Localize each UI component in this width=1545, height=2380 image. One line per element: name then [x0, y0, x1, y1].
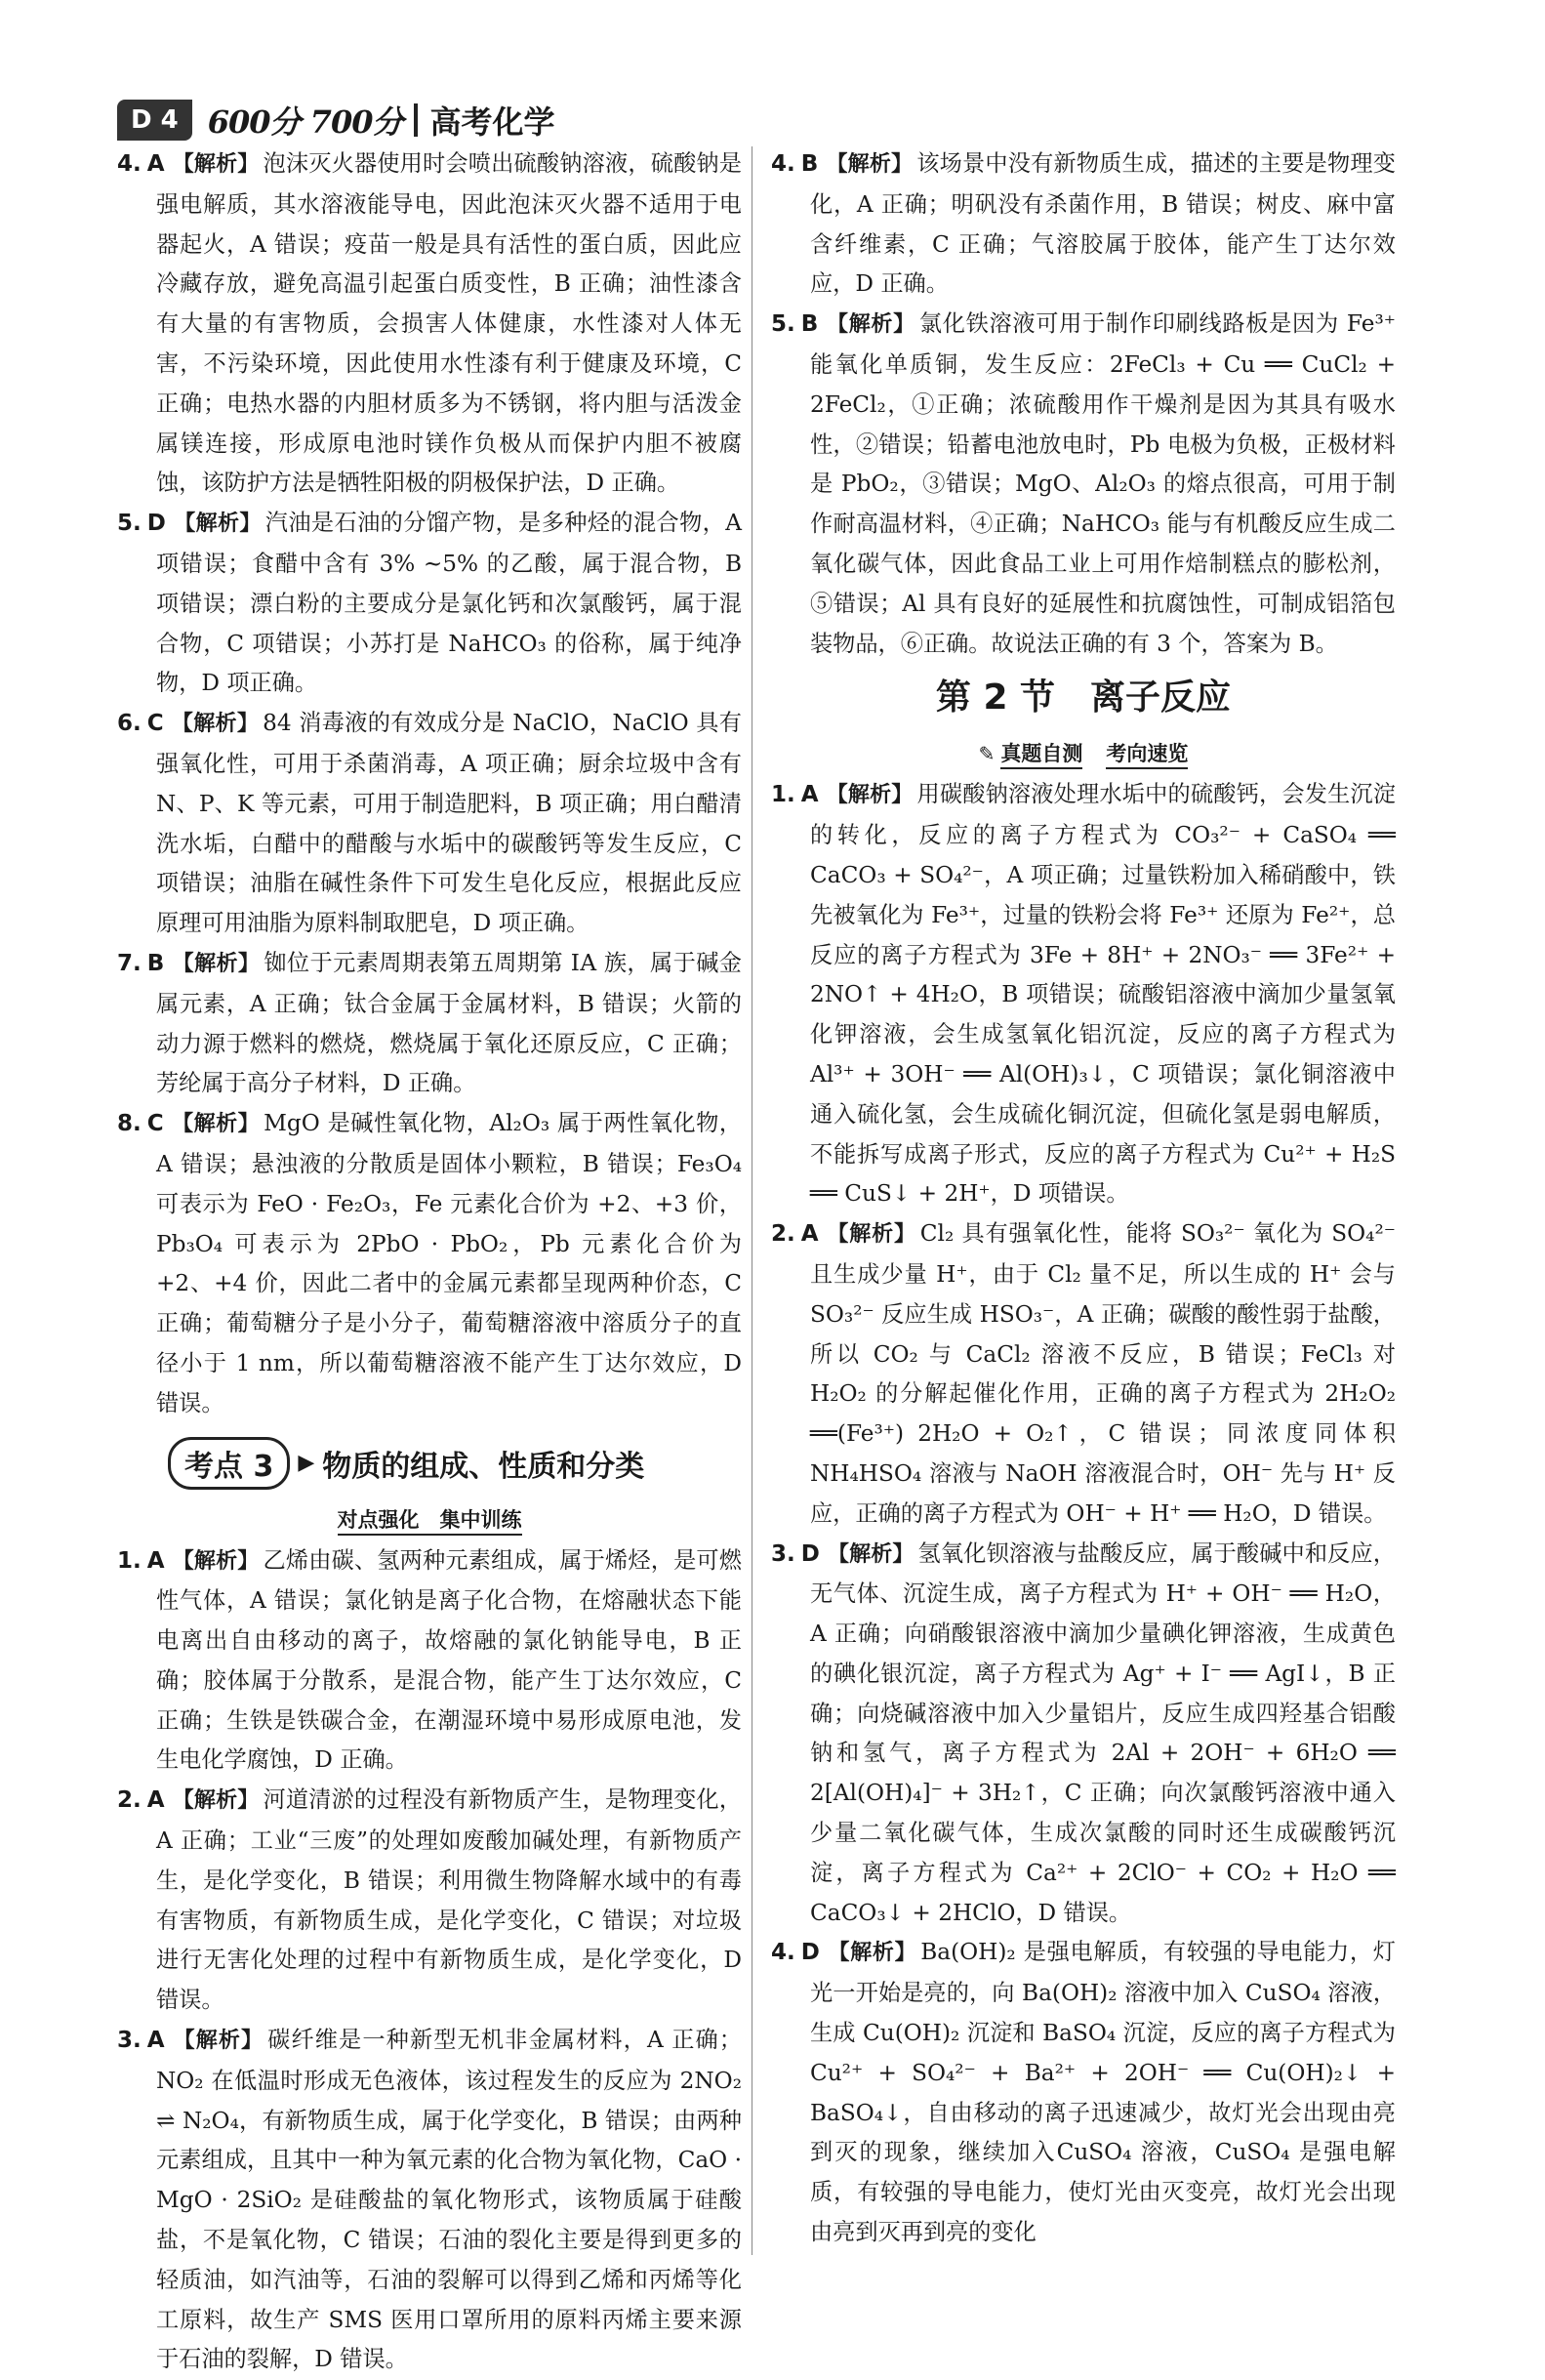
book-title: 高考化学 [429, 98, 554, 143]
item-tag: 【解析】 [172, 952, 260, 976]
item-number: 4. [117, 151, 142, 177]
item-tag: 【解析】 [174, 512, 262, 536]
item-tag: 【解析】 [172, 1112, 260, 1136]
item-text: 84 消毒液的有效成分是 NaClO，NaClO 具有强氧化性，可用于杀菌消毒，A 项正确；厨余垃圾中含有 N、P、K 等元素，可用于制造肥料，B 项正确；用白醋清洗水垢，白醋中的醋酸与水垢中的碳酸钙等发生反应，C 项错误；油脂在碱性条件下可发生皂化反应，根据此反应原理可用油脂为原料制取肥皂，D 项正确。 [156, 710, 742, 936]
item-answer: A [801, 1221, 819, 1247]
item-number: 3. [117, 2028, 142, 2053]
section-number: 第 2 节 [936, 677, 1055, 718]
item-tag: 【解析】 [827, 1222, 916, 1247]
item-text: 河道清淤的过程没有新物质产生，是物理变化，A 正确；工业“三废”的处理如废酸加碱处理，有新物质产生，是化学变化，B 错误；利用微生物降解水域中的有毒有害物质，有新物质生成，是化学变化，C 错误；对垃圾进行无害化处理的过程中有新物质生成，是化学变化，D 错误。 [156, 1786, 742, 2013]
item-number: 6. [117, 711, 142, 736]
item-answer: A [147, 2028, 165, 2053]
exam-subheading [771, 732, 1396, 775]
item-text: Cl₂ 具有强氧化性，能将 SO₃²⁻ 氧化为 SO₄²⁻ 且生成少量 H⁺，由于 Cl₂ 量不足，所以生成的 H⁺ 会与 SO₃²⁻ 反应生成 HSO₃⁻，A 正确；碳酸的酸性弱于盐酸，所以 CO₂ 与 CaCl₂ 溶液不反应，B 错误；FeCl₃ 对 H₂O₂ 的分解起催化作用，正确的离子方程式为 2H₂O₂ ══(Fe³⁺) 2H₂O + O₂↑，C 错误；同浓度同体积 NH₄HSO₄ 溶液与 NaOH 溶液混合时，OH⁻ 先与 H⁺ 反应，正确的离子方程式为 OH⁻ + H⁺ ══ H₂O，D 错误。 [810, 1220, 1396, 1527]
item-answer: A [801, 782, 819, 807]
answer-item [771, 775, 1396, 1214]
item-number: 4. [771, 151, 795, 177]
item-tag: 【解析】 [828, 1542, 915, 1567]
answer-item [771, 144, 1396, 305]
answer-list-a [117, 144, 742, 1424]
item-text: 铷位于元素周期表第五周期第 ⅠA 族，属于碱金属元素，A 正确；钛合金属于金属材料，B 错误；火箭的动力源于燃料的燃烧，燃烧属于氧化还原反应，C 正确；芳纶属于高分子材料，D 正确。 [156, 950, 742, 1096]
answer-item [117, 1781, 742, 2021]
item-number: 5. [771, 311, 795, 337]
answer-item [117, 944, 742, 1104]
item-text: 氯化铁溶液可用于制作印刷线路板是因为 Fe³⁺ 能氧化单质铜，发生反应：2FeCl₃ + Cu ══ CuCl₂ + 2FeCl₂，①正确；浓硫酸用作干燥剂是因为其具有吸水性，②错误；铅蓄电池放电时，Pb 电极为负极，正极材料是 PbO₂，③错误；MgO、Al₂O₃ 的熔点很高，可用于制作耐高温材料，④正确；NaHCO₃ 能与有机酸反应生成二氧化碳气体，因此食品工业上可用作焙制糕点的膨松剂，⑤错误；Al 具有良好的延展性和抗腐蚀性，可制成铝箔包装物品，⑥正确。故说法正确的有 3 个，答案为 B。 [810, 310, 1396, 656]
item-text: 碳纤维是一种新型无机非金属材料，A 正确；NO₂ 在低温时形成无色液体，该过程发生的反应为 2NO₂ ⇌ N₂O₄，有新物质生成，属于化学变化，B 错误；由两种元素组成，且其中一种为氧元素的化合物为氧化物，CaO · MgO · 2SiO₂ 是硅酸盐的氧化物形式，该物质属于硅酸盐，不是氧化物，C 错误；石油的裂化主要是得到更多的轻质油，如汽油等，石油的裂解可以得到乙烯和丙烯等化工原料，故生产 SMS 医用口罩所用的原料丙烯主要来源于石油的裂解，D 错误。 [156, 2027, 742, 2372]
item-answer: A [147, 1787, 165, 1813]
answer-item [117, 504, 742, 704]
item-number: 2. [117, 1787, 142, 1813]
item-answer: D [801, 1940, 820, 1965]
answer-item [117, 2021, 742, 2380]
item-text: 氢氧化钡溶液与盐酸反应，属于酸碱中和反应，无气体、沉淀生成，离子方程式为 H⁺ + OH⁻ ══ H₂O，A 正确；向硝酸银溶液中滴加少量碘化钾溶液，生成黄色的碘化银沉淀，离子方程式为 Ag⁺ + I⁻ ══ AgI↓，B 正确；向烧碱溶液中加入少量铝片，反应生成四羟基合铝酸钠和氢气，离子方程式为 2Al + 2OH⁻ + 6H₂O ══ 2[Al(OH)₄]⁻ + 3H₂↑，C 正确；向次氯酸钙溶液中通入少量二氧化碳气体，生成次氯酸的同时还生成碳酸钙沉淀，离子方程式为 Ca²⁺ + 2ClO⁻ + CO₂ + H₂O ══ CaCO₃↓ + 2HClO，D 错误。 [810, 1540, 1396, 1926]
topic-title: 物质的组成、性质和分类 [322, 1442, 644, 1485]
item-text: Ba(OH)₂ 是强电解质，有较强的导电能力，灯光一开始是亮的，向 Ba(OH)₂ 溶液中加入 CuSO₄ 溶液，生成 Cu(OH)₂ 沉淀和 BaSO₄ 沉淀，反应的离子方程式为 Cu²⁺ + SO₄²⁻ + Ba²⁺ + 2OH⁻ ══ Cu(OH)₂↓ + BaSO₄↓，自由移动的离子迅速减少，故灯光会出现由亮到灭的现象，继续加入CuSO₄ 溶液，CuSO₄ 是强电解质，有较强的导电能力，使灯光由灭变亮，故灯光会出现由亮到灭再到亮的变化 [810, 1939, 1396, 2245]
item-text: 汽油是石油的分馏产物，是多种烃的混合物，A 项错误；食醋中含有 3% ~5% 的乙酸，属于混合物，B 项错误；漂白粉的主要成分是氯化钙和次氯酸钙，属于混合物，C 项错误；小苏打是 NaHCO₃ 的俗称，属于纯净物，D 项正确。 [156, 510, 742, 696]
item-tag: 【解析】 [826, 312, 915, 337]
answer-item [117, 1104, 742, 1423]
item-answer: A [147, 1548, 165, 1574]
page-header [117, 96, 555, 144]
triangle-icon: ▶ [298, 1451, 314, 1475]
item-answer: C [147, 711, 164, 736]
section-title [771, 664, 1396, 732]
item-text: 泡沫灭火器使用时会喷出硫酸钠溶液，硫酸钠是强电解质，其水溶液能导电，因此泡沫灭火器不适用于电器起火，A 错误；疫苗一般是具有活性的蛋白质，因此应冷藏存放，避免高温引起蛋白质变性，B 正确；油性漆含有大量的有害物质，会损害人体健康，水性漆对人体无害，不污染环境，因此使用水性漆有利于健康及环境，C 正确；电热水器的内胆材质多为不锈钢，将内胆与活泼金属镁连接，形成原电池时镁作负极从而保护内胆不被腐蚀，该防护方法是牺牲阳极的阴极保护法，D 正确。 [156, 150, 742, 496]
item-number: 1. [771, 782, 795, 807]
answer-item [771, 1535, 1396, 1934]
item-answer: A [147, 151, 165, 177]
answer-item [117, 1541, 742, 1782]
training-subheading [117, 1500, 742, 1539]
item-number: 5. [117, 511, 142, 536]
item-tag: 【解析】 [828, 1941, 916, 1965]
item-tag: 【解析】 [826, 152, 913, 177]
item-answer: B [147, 951, 165, 976]
answer-list-d [771, 775, 1396, 2252]
right-column [771, 144, 1396, 2253]
item-number: 7. [117, 951, 142, 976]
item-tag: 【解析】 [172, 712, 259, 736]
section-name: 离子反应 [1090, 677, 1231, 718]
item-tag: 【解析】 [173, 1788, 260, 1813]
answer-item [771, 1214, 1396, 1534]
item-tag: 【解析】 [173, 152, 260, 177]
answer-item [117, 144, 742, 504]
answer-item [771, 1933, 1396, 2252]
header-divider [414, 103, 418, 137]
left-column [117, 144, 742, 2380]
item-text: MgO 是碱性氧化物，Al₂O₃ 属于两性氧化物，A 错误；悬浊液的分散质是固体小颗粒，B 错误；Fe₃O₄ 可表示为 FeO · Fe₂O₃，Fe 元素化合价为 +2、+3 价，Pb₃O₄ 可表示为 2PbO · PbO₂，Pb 元素化合价为 +2、+4 价，因此二者中的金属元素都呈现两种价态，C 正确；葡萄糖分子是小分子，葡萄糖溶液中溶质分子的直径小于 1 nm，所以葡萄糖溶液不能产生丁达尔效应，D 错误。 [156, 1110, 742, 1416]
pen-icon: ✎ [979, 742, 996, 765]
item-answer: B [801, 311, 819, 337]
answer-list-b [117, 1541, 742, 2380]
topic-badge: 考点 3 [168, 1437, 290, 1490]
item-number: 2. [771, 1221, 795, 1247]
item-answer: D [801, 1541, 820, 1567]
item-answer: C [147, 1111, 164, 1136]
answer-item [771, 305, 1396, 664]
answer-item [117, 704, 742, 944]
item-tag: 【解析】 [173, 2029, 264, 2053]
topic-heading [168, 1430, 742, 1497]
item-text: 乙烯由碳、氢两种元素组成，属于烯烃，是可燃性气体，A 错误；氯化钠是离子化合物，在熔融状态下能电离出自由移动的离子，故熔融的氯化钠能导电，B 正确；胶体属于分散系，是混合物，能产生丁达尔效应，C 正确；生铁是铁碳合金，在潮湿环境中易形成原电池，发生电化学腐蚀，D 正确。 [156, 1547, 742, 1774]
page-code: D 4 [117, 100, 192, 141]
exam-subheading-b: 考向速览 [1106, 742, 1188, 769]
item-number: 1. [117, 1548, 142, 1574]
item-number: 8. [117, 1111, 142, 1136]
item-tag: 【解析】 [173, 1549, 260, 1574]
item-text: 该场景中没有新物质生成，描述的主要是物理变化，A 正确；明矾没有杀菌作用，B 错误；树皮、麻中富含纤维素，C 正确；气溶胶属于胶体，能产生丁达尔效应，D 正确。 [810, 150, 1396, 297]
item-answer: B [801, 151, 819, 177]
item-text: 用碳酸钠溶液处理水垢中的硫酸钙，会发生沉淀的转化，反应的离子方程式为 CO₃²⁻ + CaSO₄ ══ CaCO₃ + SO₄²⁻，A 项正确；过量铁粉加入稀硝酸中，铁先被氧化为 Fe³⁺，过量的铁粉会将 Fe³⁺ 还原为 Fe²⁺，总反应的离子方程式为 3Fe + 8H⁺ + 2NO₃⁻ ══ 3Fe²⁺ + 2NO↑ + 4H₂O，B 项错误；硫酸铝溶液中滴加少量氢氧化钾溶液，会生成氢氧化铝沉淀，反应的离子方程式为 Al³⁺ + 3OH⁻ ══ Al(OH)₃↓，C 项错误；氯化铜溶液中通入硫化氢，会生成硫化铜沉淀，但硫化氢是弱电解质，不能拆写成离子形式，反应的离子方程式为 Cu²⁺ + H₂S ══ CuS↓ + 2H⁺，D 项错误。 [810, 781, 1396, 1207]
item-tag: 【解析】 [827, 783, 914, 807]
exam-subheading-a: 真题自测 [1000, 742, 1082, 769]
brand-logo: 600分 700分 [208, 98, 403, 143]
item-number: 4. [771, 1940, 795, 1965]
training-subheading-text: 对点强化 集中训练 [338, 1508, 522, 1536]
item-number: 3. [771, 1541, 795, 1567]
answer-list-c [771, 144, 1396, 664]
item-answer: D [147, 511, 166, 536]
